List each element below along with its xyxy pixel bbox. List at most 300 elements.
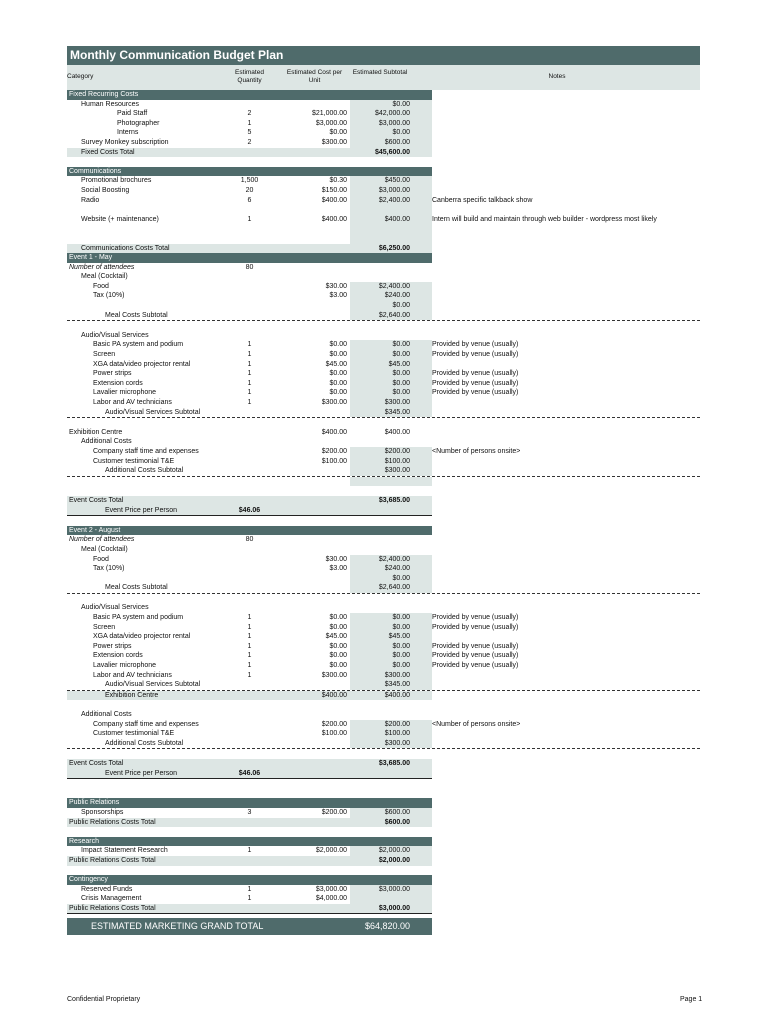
row-subtotal: $0.00	[392, 341, 410, 349]
table-row	[67, 301, 700, 311]
row-cost: $45.00	[325, 360, 347, 368]
table-row	[67, 369, 700, 379]
table-row	[67, 186, 700, 196]
table-row	[67, 486, 700, 496]
row-qty: 2	[247, 138, 252, 146]
table-row	[67, 739, 700, 750]
row-subtotal: $2,640.00	[378, 311, 410, 319]
row-label: Contingency	[69, 876, 108, 884]
row-cost: $3.00	[329, 292, 347, 300]
row-label: XGA data/video projector rental	[93, 633, 191, 641]
row-subtotal: $3,000.00	[378, 904, 410, 912]
row-label: Public Relations Costs Total	[69, 904, 156, 912]
total-row	[67, 691, 432, 701]
table-row	[67, 234, 700, 244]
table-row	[67, 109, 700, 119]
row-note: Provided by venue (usually)	[432, 389, 519, 397]
row-label: Additional Costs	[81, 438, 132, 446]
table-row	[67, 564, 700, 574]
table-row	[67, 418, 700, 428]
row-label: Crisis Management	[81, 895, 142, 903]
table-row	[67, 613, 700, 623]
row-label: Paid Staff	[117, 110, 148, 118]
table-row	[67, 866, 700, 876]
row-label: Customer testimonial T&E	[93, 457, 175, 465]
row-label: Power strips	[93, 642, 132, 650]
row-label: Additional Costs Subtotal	[105, 467, 184, 475]
table-row	[67, 263, 700, 273]
row-subtotal: $3,685.00	[378, 496, 410, 504]
row-qty: 1	[247, 379, 252, 387]
row-subtotal: $600.00	[384, 138, 410, 146]
row-qty: 5	[247, 129, 252, 137]
row-qty: 1	[247, 895, 252, 903]
row-subtotal: $0.00	[392, 662, 410, 670]
table-row	[67, 700, 700, 710]
section-header	[67, 253, 432, 263]
table-row	[67, 623, 700, 633]
footer-confidential: Confidential Proprietary	[67, 996, 141, 1003]
row-cost: $0.00	[329, 370, 347, 378]
row-qty: 1	[247, 215, 252, 223]
row-cost: $0.00	[329, 642, 347, 650]
row-label: XGA data/video projector rental	[93, 360, 191, 368]
row-subtotal: $0.00	[392, 379, 410, 387]
subtotal-cell-bg	[350, 234, 432, 244]
table-row	[67, 680, 700, 691]
table-row	[67, 388, 700, 398]
section-header	[67, 875, 432, 885]
row-subtotal: $600.00	[384, 818, 410, 826]
row-subtotal: $400.00	[384, 428, 410, 436]
table-row	[67, 545, 700, 555]
table-row	[67, 457, 700, 467]
row-cost: $200.00	[321, 720, 347, 728]
table-row	[67, 894, 700, 904]
table-row	[67, 477, 700, 487]
total-row	[67, 769, 432, 780]
row-label: Screen	[93, 623, 116, 631]
table-row	[67, 574, 700, 584]
row-qty: 1	[247, 370, 252, 378]
row-label: Extension cords	[93, 652, 143, 660]
row-label: Lavalier microphone	[93, 662, 157, 670]
row-label: Labor and AV technicians	[93, 399, 172, 406]
table-row	[67, 535, 700, 545]
table-row	[67, 205, 700, 215]
row-qty: 20	[245, 186, 254, 194]
row-label: Event Costs Total	[69, 759, 124, 767]
row-subtotal: $200.00	[384, 720, 410, 728]
row-label: Fixed Recurring Costs	[69, 91, 139, 98]
row-qty: 1,500	[240, 177, 259, 185]
row-qty: 1	[247, 360, 252, 368]
table-row	[67, 516, 700, 526]
row-label: Basic PA system and podium	[93, 341, 184, 349]
row-qty: 1	[247, 652, 252, 660]
row-subtotal: $0.00	[392, 652, 410, 660]
row-cost: $300.00	[321, 671, 347, 679]
row-label: Labor and AV technicians	[93, 671, 172, 679]
total-row	[67, 148, 432, 158]
row-subtotal: $200.00	[384, 447, 410, 455]
table-row	[67, 671, 700, 681]
table-row	[67, 398, 700, 408]
row-subtotal: $3,000.00	[378, 186, 410, 194]
header-notes: Notes	[548, 73, 566, 80]
row-subtotal: $100.00	[384, 457, 410, 465]
row-subtotal: $2,400.00	[378, 196, 410, 204]
row-label: Fixed Costs Total	[81, 148, 135, 156]
row-label: Public Relations	[69, 799, 120, 807]
row-cost: $300.00	[321, 399, 347, 406]
row-cost: $45.00	[325, 633, 347, 641]
row-qty: 1	[247, 399, 252, 406]
row-cost: $30.00	[325, 555, 347, 563]
row-cost: $400.00	[321, 196, 347, 204]
row-subtotal: $0.00	[392, 389, 410, 397]
row-subtotal: $0.00	[392, 574, 410, 582]
row-label: Research	[69, 837, 99, 845]
row-cost: $0.00	[329, 614, 347, 622]
row-label: Food	[93, 282, 109, 290]
row-label: Tax (10%)	[93, 565, 125, 573]
table-row	[67, 603, 700, 613]
table-row	[67, 379, 700, 389]
table-row	[67, 437, 700, 447]
row-subtotal: $0.00	[392, 370, 410, 378]
row-cost: $200.00	[321, 808, 347, 816]
row-note: <Number of persons onsite>	[432, 447, 521, 455]
section-header	[67, 90, 432, 100]
row-label: Additional Costs	[81, 711, 132, 718]
row-label: Meal Costs Subtotal	[105, 584, 168, 592]
row-qty: 1	[247, 119, 252, 127]
grand-total-bar	[67, 918, 432, 935]
row-subtotal: $45,600.00	[374, 148, 410, 156]
row-label: Number of attendees	[69, 263, 135, 271]
row-label: Event 2 - August	[69, 526, 121, 534]
row-qty: 1	[247, 662, 252, 670]
row-label: Photographer	[117, 119, 160, 127]
table-row	[67, 729, 700, 739]
row-subtotal: $400.00	[384, 215, 410, 223]
row-subtotal: $100.00	[384, 730, 410, 738]
table-row	[67, 779, 700, 789]
row-label: Meal (Cocktail)	[81, 545, 128, 553]
row-label: Basic PA system and podium	[93, 614, 184, 622]
row-label: Event Price per Person	[105, 506, 177, 514]
row-label: Exhibition Centre	[69, 428, 123, 436]
total-row	[67, 244, 432, 254]
row-subtotal: $2,400.00	[378, 555, 410, 563]
row-label: Human Resources	[81, 100, 139, 108]
row-subtotal: $450.00	[384, 177, 410, 185]
table-row	[67, 661, 700, 671]
row-cost: $3,000.00	[315, 119, 347, 127]
row-qty: 1	[247, 614, 252, 622]
row-cost: $0.00	[329, 623, 347, 631]
table-row	[67, 224, 700, 234]
row-subtotal: $45.00	[388, 360, 410, 368]
row-note: Provided by venue (usually)	[432, 614, 519, 622]
row-note: Provided by venue (usually)	[432, 370, 519, 378]
row-subtotal: $0.00	[392, 100, 410, 108]
row-cost: $200.00	[321, 447, 347, 455]
table-row	[67, 360, 700, 370]
section-header	[67, 798, 432, 808]
budget-sheet	[67, 46, 700, 935]
row-cost: $400.00	[321, 691, 347, 699]
row-cost: $3.00	[329, 565, 347, 573]
row-label: Audio/Visual Services Subtotal	[105, 681, 201, 689]
row-qty: 1	[247, 642, 252, 650]
table-row	[67, 749, 700, 759]
grand-total-value: $64,820.00	[364, 921, 410, 932]
row-note: Provided by venue (usually)	[432, 623, 519, 631]
row-cost: $400.00	[321, 215, 347, 223]
row-label: Public Relations Costs Total	[69, 856, 156, 864]
table-row	[67, 128, 700, 138]
table-row	[67, 583, 700, 594]
table-row	[67, 272, 700, 282]
table-row	[67, 408, 700, 419]
row-subtotal: $42,000.00	[374, 110, 410, 118]
row-subtotal: $300.00	[384, 467, 410, 475]
row-cost: $0.00	[329, 341, 347, 349]
row-qty: 1	[247, 885, 252, 893]
table-row	[67, 428, 700, 438]
row-label: Food	[93, 555, 109, 563]
row-label: Company staff time and expenses	[93, 720, 199, 728]
row-qty: 1	[247, 389, 252, 397]
row-qty: 80	[245, 263, 254, 271]
total-row	[67, 818, 432, 828]
table-row	[67, 827, 700, 837]
row-label: Audio/Visual Services Subtotal	[105, 408, 201, 416]
row-cost: $100.00	[321, 457, 347, 465]
row-label: Screen	[93, 351, 116, 359]
footer-page-number: Page 1	[680, 996, 703, 1003]
row-note: Provided by venue (usually)	[432, 662, 519, 670]
table-row	[67, 157, 700, 167]
subtotal-cell-bg	[350, 477, 432, 487]
row-subtotal: $0.00	[392, 642, 410, 650]
row-note: Canberra specific talkback show	[432, 196, 533, 204]
row-label: Impact Statement Research	[81, 847, 168, 855]
subtotal-cell-bg	[350, 224, 432, 234]
row-label: Additional Costs Subtotal	[105, 739, 184, 747]
table-row	[67, 340, 700, 350]
total-row	[67, 506, 432, 517]
row-label: Meal (Cocktail)	[81, 273, 128, 281]
header-category: Category	[67, 73, 94, 80]
table-row	[67, 138, 700, 148]
row-qty: $46.06	[238, 769, 261, 777]
row-label: Power strips	[93, 370, 132, 378]
row-label: Event Price per Person	[105, 769, 177, 777]
row-subtotal: $3,685.00	[378, 759, 410, 767]
section-header	[67, 526, 432, 536]
row-subtotal: $300.00	[384, 671, 410, 679]
row-qty: 1	[247, 671, 252, 679]
row-label: Audio/Visual Services	[81, 331, 149, 339]
row-cost: $0.00	[329, 652, 347, 660]
row-label: Exhibition Centre	[105, 691, 159, 699]
table-row	[67, 789, 700, 799]
table-row	[67, 466, 700, 477]
row-subtotal: $300.00	[384, 739, 410, 747]
row-note: Provided by venue (usually)	[432, 379, 519, 387]
row-cost: $300.00	[321, 138, 347, 146]
row-subtotal: $0.00	[392, 129, 410, 137]
row-note: Intern will build and maintain through web builder - wordpress most likely	[432, 215, 657, 223]
column-headers	[67, 65, 700, 90]
row-subtotal: $600.00	[384, 808, 410, 816]
row-cost: $0.00	[329, 662, 347, 670]
table-row	[67, 710, 700, 720]
row-subtotal: $3,000.00	[378, 885, 410, 893]
row-qty: 1	[247, 847, 252, 855]
row-cost: $4,000.00	[315, 895, 347, 903]
table-row	[67, 350, 700, 360]
table-row	[67, 176, 700, 186]
total-row	[67, 759, 432, 769]
row-label: Radio	[81, 196, 100, 204]
row-label: Survey Monkey subscription	[81, 138, 169, 146]
row-subtotal: $240.00	[384, 565, 410, 573]
table-row	[67, 282, 700, 292]
table-row	[67, 885, 700, 895]
row-label: Communications Costs Total	[81, 244, 170, 252]
section-header	[67, 167, 432, 177]
row-label: Number of attendees	[69, 536, 135, 544]
total-row	[67, 904, 432, 915]
table-row	[67, 291, 700, 301]
row-cost: $100.00	[321, 730, 347, 738]
table-row	[67, 331, 700, 341]
row-qty: 1	[247, 623, 252, 631]
table-row	[67, 720, 700, 730]
row-subtotal: $240.00	[384, 292, 410, 300]
table-row	[67, 632, 700, 642]
row-cost: $150.00	[321, 186, 347, 194]
row-qty: 80	[245, 536, 254, 544]
row-subtotal: $0.00	[392, 623, 410, 631]
row-subtotal: $6,250.00	[378, 244, 410, 252]
table-row	[67, 642, 700, 652]
table-row	[67, 100, 700, 110]
row-note: Provided by venue (usually)	[432, 341, 519, 349]
header-qty: Estimated Quantity	[235, 69, 264, 84]
row-qty: $46.06	[238, 506, 261, 514]
row-label: Event Costs Total	[69, 496, 124, 504]
row-qty: 2	[247, 110, 252, 118]
row-label: Promotional brochures	[81, 177, 152, 185]
header-cost: Estimated Cost per Unit	[286, 69, 343, 84]
row-label: Social Boosting	[81, 186, 130, 194]
row-subtotal: $345.00	[384, 681, 410, 689]
row-label: Sponsorships	[81, 808, 124, 816]
table-row	[67, 846, 700, 856]
row-subtotal: $300.00	[384, 399, 410, 406]
row-label: Interns	[117, 129, 139, 137]
row-qty: 3	[247, 808, 252, 816]
row-cost: $0.00	[329, 351, 347, 359]
total-row	[67, 856, 432, 866]
row-cost: $0.00	[329, 379, 347, 387]
row-cost: $30.00	[325, 282, 347, 290]
row-label: Extension cords	[93, 379, 143, 387]
row-label: Tax (10%)	[93, 292, 125, 300]
row-cost: $3,000.00	[315, 885, 347, 893]
row-subtotal: $45.00	[388, 633, 410, 641]
row-label: Website (+ maintenance)	[81, 215, 159, 223]
subtotal-cell-bg	[350, 205, 432, 215]
row-label: Event 1 - May	[69, 254, 113, 262]
table-row	[67, 311, 700, 322]
row-cost: $0.00	[329, 129, 347, 137]
table-row	[67, 196, 700, 206]
subtotal-cell-bg	[350, 894, 432, 904]
section-header	[67, 837, 432, 847]
row-subtotal: $0.00	[392, 302, 410, 310]
row-subtotal: $345.00	[384, 408, 410, 416]
row-qty: 6	[247, 196, 252, 204]
row-note: Provided by venue (usually)	[432, 642, 519, 650]
row-qty: 1	[247, 633, 252, 641]
row-note: Provided by venue (usually)	[432, 351, 519, 359]
row-cost: $0.00	[329, 389, 347, 397]
row-subtotal: $2,000.00	[378, 856, 410, 864]
table-row	[67, 215, 700, 225]
row-label: Communications	[69, 167, 122, 175]
budget-rows	[67, 90, 700, 914]
header-subtotal: Estimated Subtotal	[352, 69, 408, 76]
row-label: Company staff time and expenses	[93, 447, 199, 455]
page-title: Monthly Communication Budget Plan	[67, 46, 700, 65]
row-subtotal: $3,000.00	[378, 119, 410, 127]
row-note: Provided by venue (usually)	[432, 652, 519, 660]
row-cost: $400.00	[321, 428, 347, 436]
table-row	[67, 321, 700, 331]
row-label: Customer testimonial T&E	[93, 730, 175, 738]
row-cost: $21,000.00	[311, 110, 347, 118]
row-label: Meal Costs Subtotal	[105, 311, 168, 319]
row-label: Audio/Visual Services	[81, 604, 149, 612]
table-row	[67, 555, 700, 565]
table-row	[67, 594, 700, 604]
row-label: Public Relations Costs Total	[69, 818, 156, 826]
table-row	[67, 651, 700, 661]
row-cost: $2,000.00	[315, 847, 347, 855]
row-subtotal: $0.00	[392, 351, 410, 359]
table-row	[67, 447, 700, 457]
row-label: Lavalier microphone	[93, 389, 157, 397]
row-subtotal: $2,640.00	[378, 584, 410, 592]
row-label: Reserved Funds	[81, 885, 133, 893]
row-cost: $0.30	[329, 177, 347, 185]
row-subtotal: $2,400.00	[378, 282, 410, 290]
table-row	[67, 808, 700, 818]
total-row	[67, 496, 432, 506]
row-subtotal: $0.00	[392, 614, 410, 622]
table-row	[67, 119, 700, 129]
row-subtotal: $2,000.00	[378, 847, 410, 855]
row-subtotal: $400.00	[384, 691, 410, 699]
row-qty: 1	[247, 351, 252, 359]
row-note: <Number of persons onsite>	[432, 720, 521, 728]
